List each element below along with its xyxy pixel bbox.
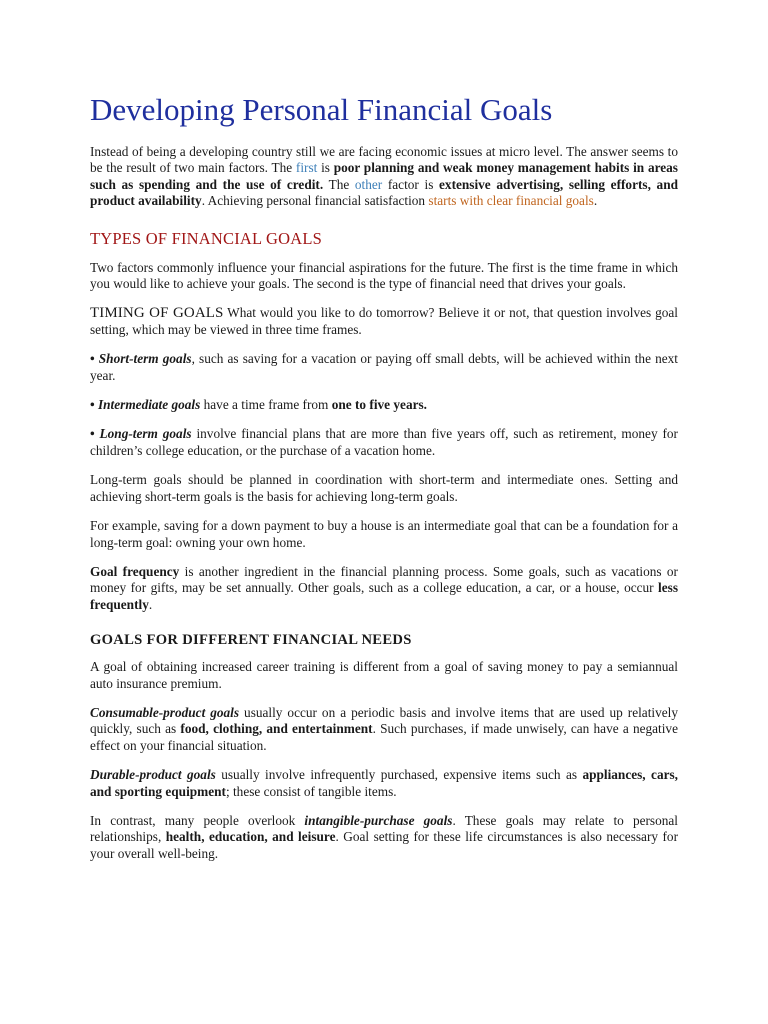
consumable-body: usually occur on a periodic basis and involve items that are used up relatively quickly, such as bbox=[90, 704, 678, 737]
intermediate-label: Intermediate goals bbox=[97, 397, 201, 413]
consumable-label: Consumable-product goals bbox=[90, 704, 240, 720]
frequency-bold: less frequently bbox=[90, 580, 678, 612]
timing-body: What would you like to do tomorrow? Believe it or not, that question involves goal setting, which may be viewed in three time frames. bbox=[90, 305, 678, 337]
intro-text: is bbox=[317, 160, 334, 176]
needs-paragraph: A goal of obtaining increased career training is different from a goal of saving money to pay a semiannual auto insurance premium. bbox=[90, 659, 678, 691]
short-term-label: Short-term goals bbox=[98, 351, 192, 367]
intro-text: Instead of being a developing country still we are facing economic issues at micro level. The answer seems to be the result of two main factors. The bbox=[90, 144, 678, 176]
timing-heading: TIMING OF GOALS bbox=[90, 305, 224, 322]
intangible-body-end: . Goal setting for these life circumstances is also necessary for your overall well-being. bbox=[90, 829, 678, 861]
durable-body-end: ; these consist of tangible items. bbox=[225, 783, 397, 799]
bullet: • bbox=[90, 397, 98, 413]
frequency-end: . bbox=[148, 596, 153, 612]
clear-goals-link[interactable]: starts with clear financial goals bbox=[428, 193, 594, 209]
durable-bold: appliances, cars, and sporting equipment bbox=[90, 767, 678, 799]
intro-bold-text: extensive advertising, selling efforts, and product availability bbox=[90, 176, 678, 209]
coordination-paragraph: Long-term goals should be planned in coordination with short-term and intermediate ones. Setting and achieving short-term goals is the basis for achieving long-term goals. bbox=[90, 472, 678, 504]
consumable-bold: food, clothing, and entertainment bbox=[180, 721, 373, 737]
example-paragraph: For example, saving for a down payment to buy a house is an intermediate goal that can be a foundation for a long-term goal: owning your own home. bbox=[90, 518, 678, 550]
consumable-body-end: . Such purchases, if made unwisely, can have a negative effect on your financial situation. bbox=[90, 721, 678, 753]
intro-text: . Achieving personal financial satisfaction bbox=[201, 193, 429, 209]
intangible-paragraph bbox=[90, 813, 678, 862]
intermediate-item bbox=[90, 397, 678, 413]
bullet: • bbox=[90, 351, 99, 367]
short-term-item bbox=[90, 351, 678, 384]
short-term-body: , such as saving for a vacation or paying off small debts, will be achieved within the next year. bbox=[90, 351, 678, 383]
consumable-paragraph bbox=[90, 705, 678, 754]
intermediate-body: have a time frame from bbox=[200, 397, 332, 413]
durable-label: Durable-product goals bbox=[90, 767, 216, 783]
intro-text: . bbox=[593, 193, 598, 209]
frequency-body: is another ingredient in the financial planning process. Some goals, such as vacations or money for gifts, may be set annually. Other goals, such as a college education, a car, or a house, occur bbox=[90, 563, 678, 596]
intro-text: factor is bbox=[382, 176, 440, 192]
durable-paragraph bbox=[90, 767, 678, 800]
frequency-label: Goal frequency bbox=[90, 563, 180, 579]
frequency-paragraph bbox=[90, 564, 678, 613]
intangible-body: In contrast, many people overlook bbox=[90, 812, 305, 828]
intro-text: The bbox=[323, 176, 355, 192]
long-term-label: Long-term goals bbox=[99, 426, 192, 442]
intro-bold-text: poor planning and weak money management habits in areas such as spending and the use of credit. bbox=[90, 160, 678, 192]
types-heading: TYPES OF FINANCIAL GOALS bbox=[90, 228, 322, 248]
intangible-bold: health, education, and leisure bbox=[165, 829, 336, 845]
intangible-body-mid: . These goals may relate to personal relationships, bbox=[90, 812, 678, 845]
first-link[interactable]: first bbox=[295, 160, 318, 176]
durable-body: usually involve infrequently purchased, expensive items such as bbox=[215, 767, 583, 783]
timing-paragraph bbox=[90, 305, 678, 338]
other-link[interactable]: other bbox=[354, 176, 383, 192]
long-term-body: involve financial plans that are more than five years off, such as retirement, money for children’s college education, or the purchase of a vacation home. bbox=[90, 426, 678, 458]
bullet: • bbox=[90, 426, 100, 442]
intangible-label: intangible-purchase goals bbox=[304, 812, 453, 828]
long-term-item bbox=[90, 426, 678, 459]
intro-paragraph bbox=[90, 144, 678, 210]
needs-heading: GOALS FOR DIFFERENT FINANCIAL NEEDS bbox=[90, 632, 412, 649]
intermediate-bold: one to five years. bbox=[331, 397, 428, 413]
page-title: Developing Personal Financial Goals bbox=[90, 92, 553, 127]
types-paragraph: Two factors commonly influence your financial aspirations for the future. The first is the time frame in which you would like to achieve your goals. The second is the type of financial need that drives your goals. bbox=[90, 259, 678, 292]
document-page bbox=[90, 92, 678, 862]
